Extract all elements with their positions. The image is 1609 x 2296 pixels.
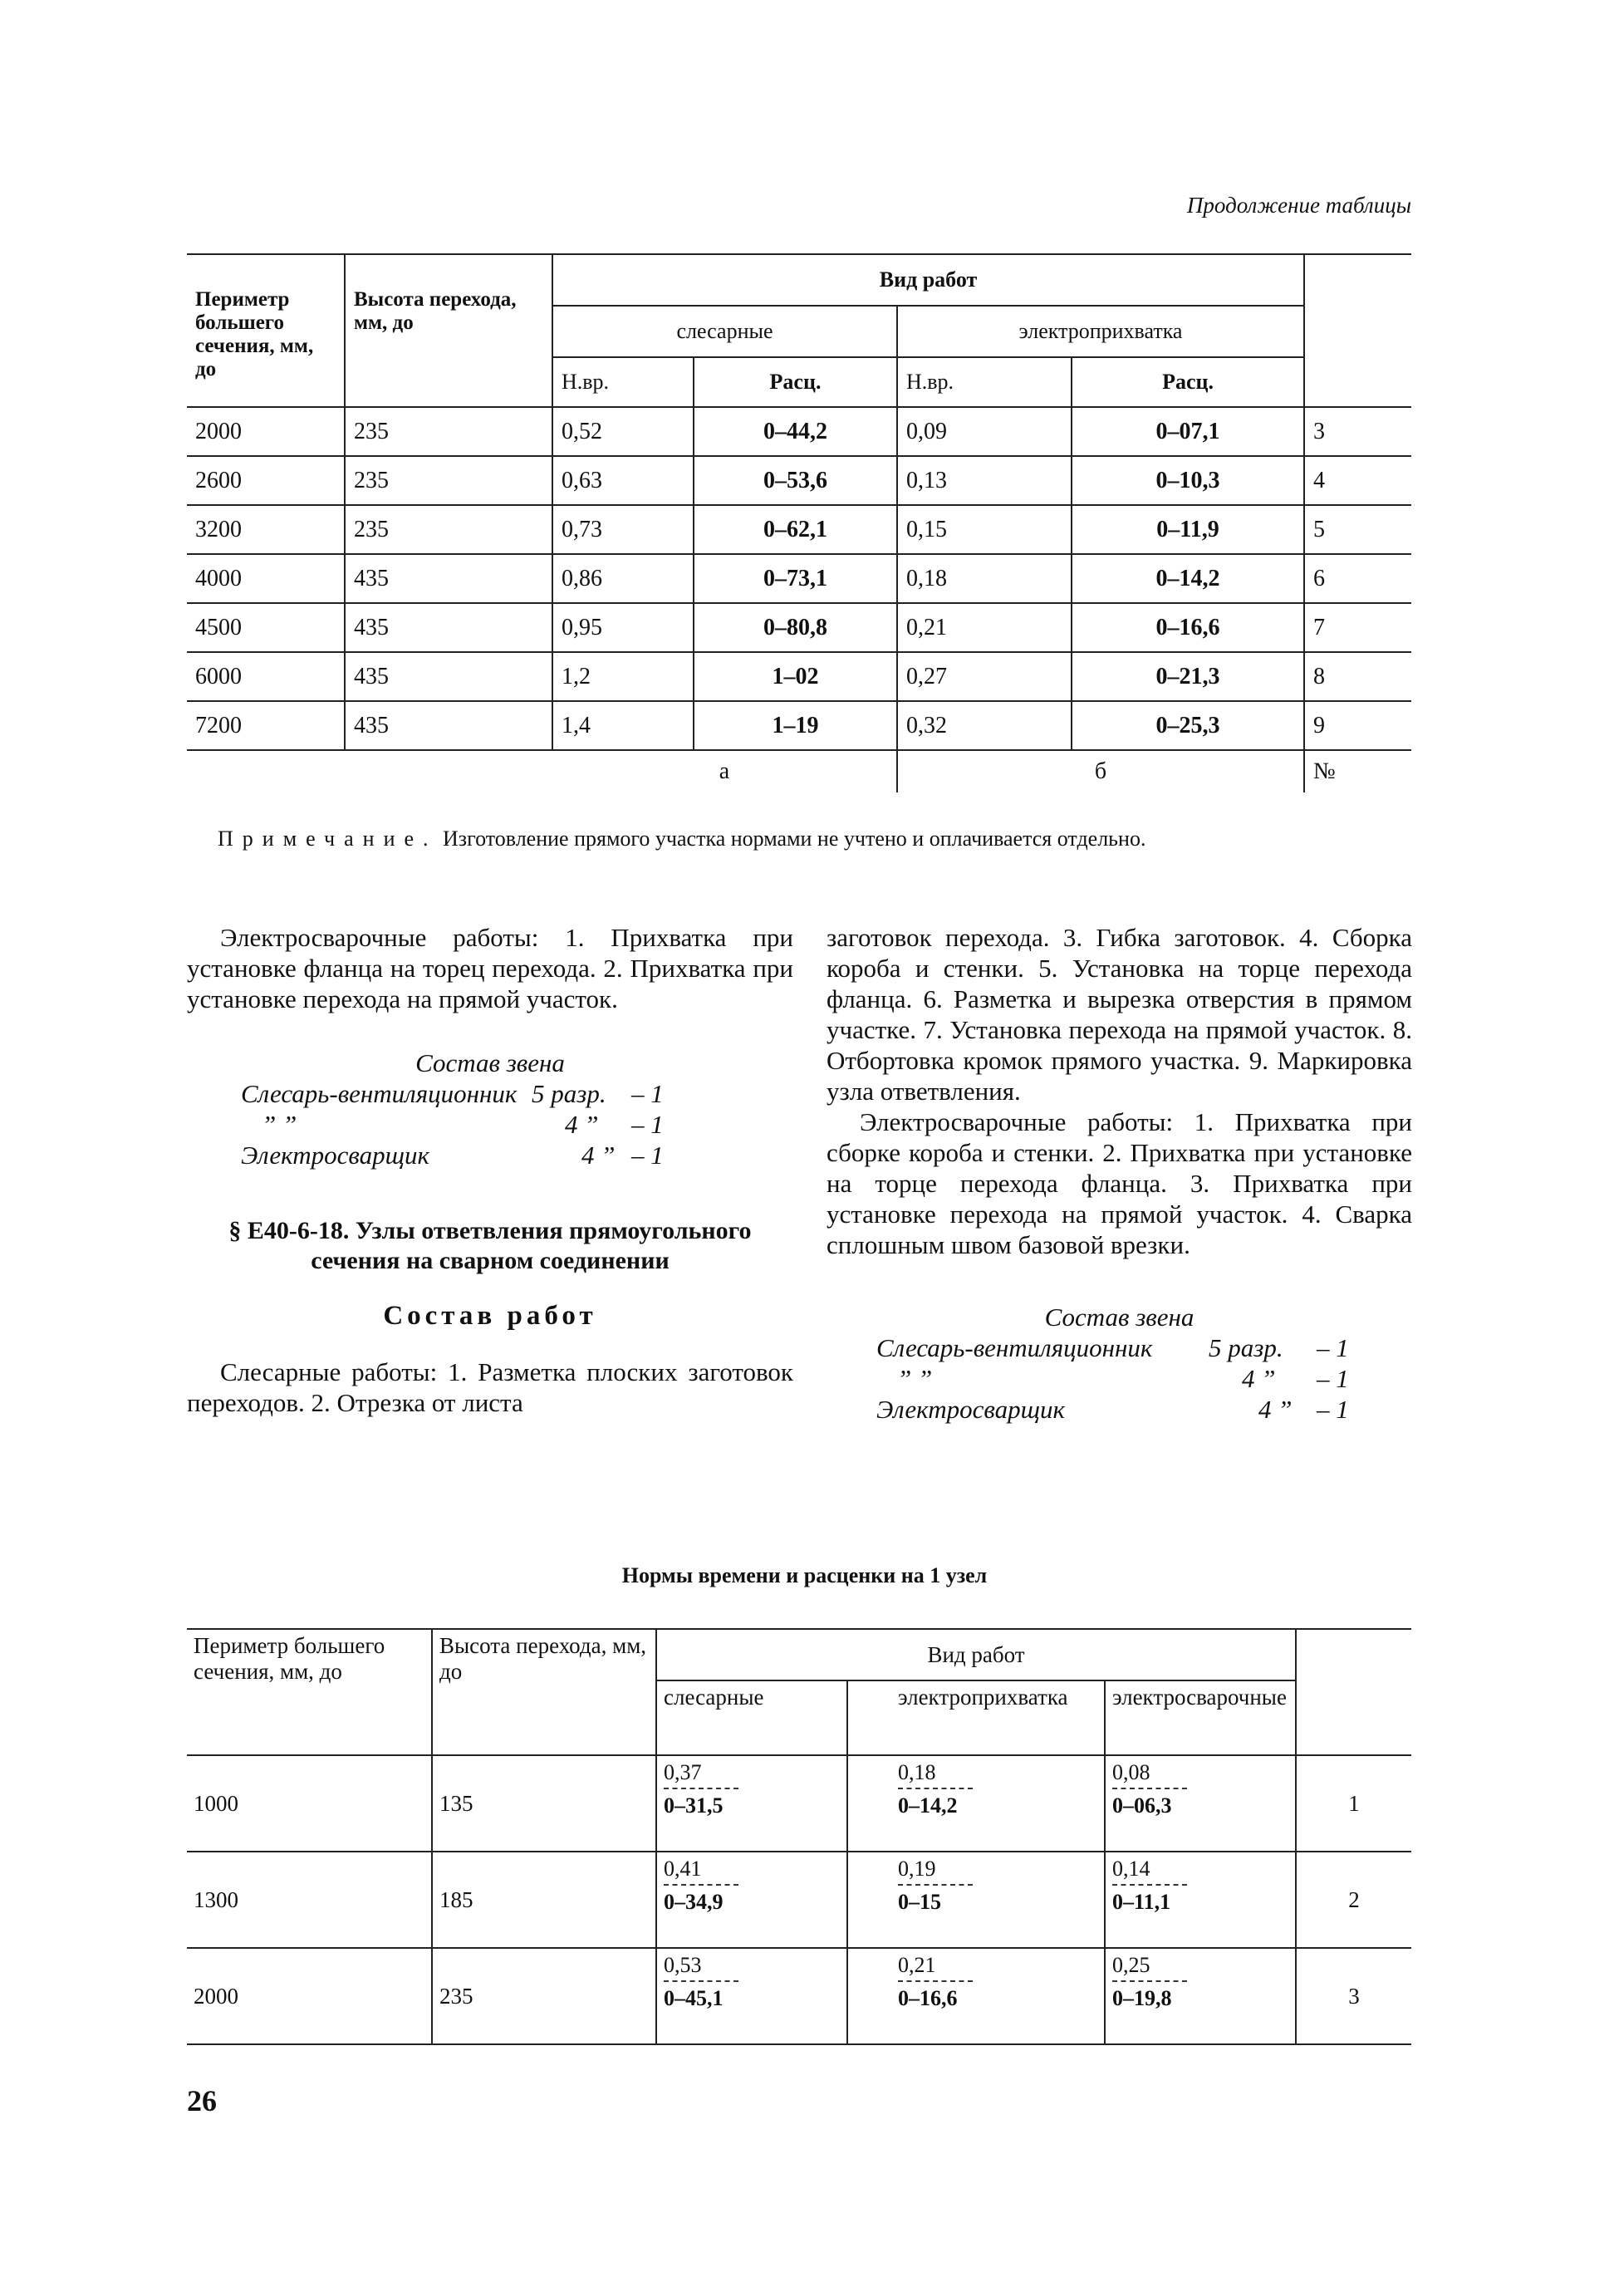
t1-header-tack: электроприхватка [897, 306, 1304, 357]
note-text: Изготовление прямого участка нормами не учтено и оплачивается отдельно. [443, 827, 1146, 851]
t1-footer-b: б [897, 750, 1304, 792]
t1-cell-perimeter: 2000 [187, 407, 345, 456]
t2-norm-time: 0,41 [664, 1856, 738, 1886]
t2-header-locksmith: слесарные [656, 1680, 847, 1755]
t1-cell-rasc-b: 0–10,3 [1072, 456, 1304, 505]
t1-cell-rasc-a: 0–53,6 [694, 456, 897, 505]
t2-cell-number: 1 [1296, 1755, 1411, 1852]
t2-cell-perimeter: 2000 [187, 1948, 432, 2044]
left-crew-row: Электросварщик 4 ” – 1 [241, 1141, 664, 1170]
t1-cell-nvr-a: 0,86 [552, 554, 694, 603]
t1-row [187, 701, 1411, 750]
t2-norm-time: 0,19 [898, 1856, 973, 1886]
t2-header-weld: электросварочные [1105, 1680, 1296, 1755]
t1-cell-perimeter: 3200 [187, 505, 345, 554]
t2-cell-fraction [847, 1948, 1105, 2044]
note-label: Примечание. [218, 827, 438, 851]
t1-row [187, 652, 1411, 701]
page-number: 26 [187, 2084, 217, 2117]
t2-rate: 0–14,2 [898, 1793, 958, 1818]
t1-cell-perimeter: 6000 [187, 652, 345, 701]
t2-cell-fraction [1105, 1948, 1296, 2044]
t2-row [187, 1948, 1411, 2044]
t1-cell-nvr-b: 0,18 [897, 554, 1072, 603]
section-heading: § Е40-6-18. Узлы ответвления прямоугольного сечения на сварном соединении [228, 1217, 752, 1274]
t1-cell-rasc-b: 0–14,2 [1072, 554, 1304, 603]
t1-cell-nvr-b: 0,32 [897, 701, 1072, 750]
t1-cell-nvr-a: 1,4 [552, 701, 694, 750]
t2-norm-time: 0,14 [1112, 1856, 1187, 1886]
t1-header-rasc-b: Расц. [1072, 357, 1304, 407]
t1-cell-perimeter: 7200 [187, 701, 345, 750]
t1-cell-rasc-a: 0–44,2 [694, 407, 897, 456]
continuation-label: Продолжение таблицы [1186, 193, 1411, 218]
t2-cell-height: 185 [432, 1852, 656, 1948]
t1-cell-nvr-b: 0,21 [897, 603, 1072, 652]
t1-cell-height: 435 [345, 701, 552, 750]
t2-rate: 0–34,9 [664, 1890, 724, 1914]
t2-norm-time: 0,21 [898, 1952, 973, 1982]
t1-cell-number: 9 [1304, 701, 1411, 750]
t1-row [187, 407, 1411, 456]
t1-header-height: Высота перехода, мм, до [345, 254, 552, 407]
t1-footer-n: № [1304, 750, 1411, 792]
left-crew-row: Слесарь-вентиляционник 5 разр. – 1 [241, 1079, 664, 1108]
t2-header-work-type: Вид работ [656, 1629, 1296, 1680]
t2-rate: 0–31,5 [664, 1793, 724, 1818]
t1-cell-nvr-b: 0,09 [897, 407, 1072, 456]
t1-cell-perimeter: 2600 [187, 456, 345, 505]
t1-cell-nvr-b: 0,13 [897, 456, 1072, 505]
table-note [218, 827, 1414, 851]
t1-cell-height: 435 [345, 603, 552, 652]
left-paragraph-locksmith: Слесарные работы: 1. Разметка плоских заготовок переходов. 2. Отрезка от листа [187, 1357, 793, 1417]
t1-cell-number: 4 [1304, 456, 1411, 505]
t1-row [187, 554, 1411, 603]
t2-cell-number: 2 [1296, 1852, 1411, 1948]
t1-cell-number: 6 [1304, 554, 1411, 603]
t1-cell-perimeter: 4500 [187, 603, 345, 652]
t1-header-work-type: Вид работ [552, 254, 1304, 306]
t2-cell-perimeter: 1000 [187, 1755, 432, 1852]
right-crew-row: ” ” 4 ” – 1 [897, 1364, 1349, 1393]
t1-cell-rasc-b: 0–21,3 [1072, 652, 1304, 701]
t1-cell-nvr-a: 0,73 [552, 505, 694, 554]
t1-header-number-col [1304, 254, 1411, 407]
table2-title: Нормы времени и расценки на 1 узел [621, 1563, 988, 1587]
t1-cell-number: 8 [1304, 652, 1411, 701]
t2-cell-fraction [656, 1755, 847, 1852]
t1-header-rasc-a: Расц. [694, 357, 897, 407]
t1-cell-nvr-b: 0,15 [897, 505, 1072, 554]
t2-row [187, 1852, 1411, 1948]
t1-footer-a: а [552, 750, 897, 792]
t2-cell-fraction [847, 1852, 1105, 1948]
norms-table-continued [187, 253, 1411, 792]
t1-header-nvr-a: Н.вр. [552, 357, 694, 407]
t2-cell-fraction [1105, 1755, 1296, 1852]
left-paragraph-welding: Электросварочные работы: 1. Прихватка при установке фланца на торец перехода. 2. Прихватка при установке перехода на прямой участок. [187, 923, 793, 1013]
t1-cell-nvr-a: 0,63 [552, 456, 694, 505]
t1-cell-rasc-a: 1–02 [694, 652, 897, 701]
t2-norm-time: 0,18 [898, 1759, 973, 1789]
t2-rate: 0–11,1 [1112, 1890, 1171, 1914]
t1-footer-blank [187, 750, 552, 792]
t1-cell-height: 235 [345, 407, 552, 456]
t2-cell-fraction [656, 1852, 847, 1948]
t1-cell-rasc-b: 0–25,3 [1072, 701, 1304, 750]
t2-cell-height: 135 [432, 1755, 656, 1852]
right-crew-row: Слесарь-вентиляционник 5 разр. – 1 [876, 1333, 1349, 1362]
t1-cell-rasc-a: 1–19 [694, 701, 897, 750]
norms-table-2 [187, 1628, 1411, 2045]
left-crew-title: Состав звена [415, 1048, 565, 1077]
t2-rate: 0–19,8 [1112, 1986, 1172, 2010]
t1-cell-nvr-a: 1,2 [552, 652, 694, 701]
right-paragraph-welding: Электросварочные работы: 1. Прихватка при сборке короба и стенки. 2. Прихватка при установке на торце перехода фланца. 3. Прихватка при установке перехода на прямой участок. 4. Сварка сплошным швом базовой врезки. [827, 1107, 1412, 1259]
t1-row [187, 456, 1411, 505]
right-paragraph-steps: заготовок перехода. 3. Гибка заготовок. 4. Сборка короба и стенки. 5. Установка на торце перехода фланца. 6. Разметка и вырезка отверстия в прямом участке. 7. Установка перехода на прямой участок. 8. Отбортовка кромок прямого участка. 9. Маркировка узла ответвления. [827, 923, 1412, 1106]
t1-cell-height: 435 [345, 554, 552, 603]
t2-rate: 0–16,6 [898, 1986, 958, 2010]
t2-cell-fraction [1105, 1852, 1296, 1948]
t1-cell-rasc-b: 0–16,6 [1072, 603, 1304, 652]
t2-cell-fraction [847, 1755, 1105, 1852]
t1-header-perimeter: Периметр большего сечения, мм, до [187, 254, 345, 407]
t1-cell-nvr-a: 0,52 [552, 407, 694, 456]
t1-cell-height: 235 [345, 505, 552, 554]
left-crew-list [241, 1078, 793, 1170]
t2-cell-height: 235 [432, 1948, 656, 2044]
t1-cell-number: 7 [1304, 603, 1411, 652]
t1-cell-perimeter: 4000 [187, 554, 345, 603]
right-crew-title: Состав звена [1044, 1303, 1194, 1332]
t2-header-perimeter: Периметр большего сечения, мм, до [187, 1629, 432, 1755]
t1-cell-nvr-b: 0,27 [897, 652, 1072, 701]
t2-norm-time: 0,37 [664, 1759, 738, 1789]
right-crew-list [876, 1332, 1412, 1425]
works-title: Состав работ [383, 1301, 597, 1331]
t1-cell-nvr-a: 0,95 [552, 603, 694, 652]
t2-header-number-col [1296, 1629, 1411, 1755]
t2-row [187, 1755, 1411, 1852]
t2-rate: 0–15 [898, 1890, 941, 1914]
left-crew-row: ” ” 4 ” – 1 [262, 1110, 664, 1139]
left-column [187, 922, 793, 1418]
t1-header-locksmith: слесарные [552, 306, 897, 357]
t2-norm-time: 0,08 [1112, 1759, 1187, 1789]
t1-header-nvr-b: Н.вр. [897, 357, 1072, 407]
right-crew-row: Электросварщик 4 ” – 1 [876, 1395, 1349, 1424]
t1-row [187, 505, 1411, 554]
t1-cell-rasc-b: 0–07,1 [1072, 407, 1304, 456]
t1-cell-rasc-a: 0–73,1 [694, 554, 897, 603]
t2-header-tack: электроприхватка [847, 1680, 1105, 1755]
t2-header-height: Высота перехода, мм, до [432, 1629, 656, 1755]
t2-norm-time: 0,53 [664, 1952, 738, 1982]
t1-cell-height: 435 [345, 652, 552, 701]
t1-cell-height: 235 [345, 456, 552, 505]
right-column [827, 922, 1412, 1425]
t1-cell-rasc-b: 0–11,9 [1072, 505, 1304, 554]
t2-rate: 0–06,3 [1112, 1793, 1172, 1818]
t2-cell-perimeter: 1300 [187, 1852, 432, 1948]
t1-cell-number: 5 [1304, 505, 1411, 554]
t2-norm-time: 0,25 [1112, 1952, 1187, 1982]
t1-row [187, 603, 1411, 652]
t2-cell-fraction [656, 1948, 847, 2044]
t2-cell-number: 3 [1296, 1948, 1411, 2044]
t1-cell-rasc-a: 0–80,8 [694, 603, 897, 652]
t1-cell-rasc-a: 0–62,1 [694, 505, 897, 554]
t1-cell-number: 3 [1304, 407, 1411, 456]
t2-rate: 0–45,1 [664, 1986, 724, 2010]
